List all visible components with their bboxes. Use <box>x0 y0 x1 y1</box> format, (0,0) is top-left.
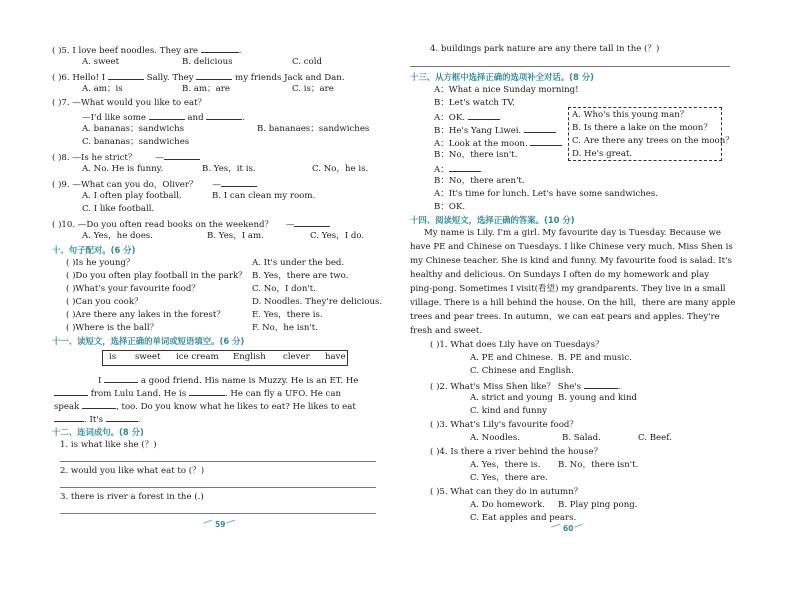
q5-option-b: B. delicious <box>182 57 233 67</box>
answer-line[interactable] <box>60 487 376 488</box>
q9-stem: ( )9. —What can you do，Oliver？ — <box>52 177 257 191</box>
answer-blank[interactable] <box>82 399 116 409</box>
passage-line: I a good friend. His name is Muzzy. He is an ET. He <box>98 373 358 387</box>
answer-blank[interactable] <box>449 162 481 172</box>
dialog-line: A：What a nice Sunday morning! <box>434 85 579 95</box>
section-12-title: 十二、连词成句。(8 分) <box>52 427 144 437</box>
reading-q1-stem: ( )1. What does Lily have on Tuesdays？ <box>430 340 604 350</box>
word-bank-item: ice cream <box>176 352 219 362</box>
answer-blank[interactable] <box>196 70 232 80</box>
reading-q1-option-c: C. Chinese and English. <box>470 366 574 376</box>
options-box <box>568 107 734 161</box>
answer-blank[interactable] <box>530 136 562 146</box>
q7-stem: ( )7. —What would you like to eat？ <box>52 98 207 108</box>
q7-option-b: B. bananaes；sandwiches <box>257 124 370 134</box>
answer-blank[interactable] <box>584 379 618 389</box>
answer-line[interactable] <box>60 461 376 462</box>
passage-line: healthy and delicious. On Sundays I often do my homework and play <box>410 270 710 280</box>
q7-option-a: A. bananas；sandwichs <box>82 124 185 134</box>
reading-q4-option-a: A. Yes，there is. <box>470 460 541 470</box>
reading-q5-option-c: C. Eat apples and pears. <box>470 513 577 523</box>
q9-option-a: A. I often play football. <box>82 191 182 201</box>
dialog-line: B：No，there isn't. <box>434 150 518 160</box>
match-answer: A. It's under the bed. <box>252 258 345 268</box>
q8-option-b: B. Yes，it is. <box>202 164 256 174</box>
right-page <box>410 40 750 540</box>
q5-stem: ( )5. I love beef noodles. They are . <box>52 43 242 57</box>
section-13-title: 十三、从方框中选择正确的选项补全对话。(8 分) <box>410 72 594 82</box>
option-item: D. He's great. <box>572 149 633 159</box>
option-item: A. Who's this young man？ <box>572 110 689 120</box>
answer-blank[interactable] <box>294 217 330 227</box>
passage-line: from Lulu Land. He is . He can fly a UFO. He can <box>54 386 341 400</box>
dialog-line: B：He's Yang Liwei. <box>434 123 556 137</box>
section-14-title: 十四、阅读短文，选择正确的答案。(10 分) <box>410 215 575 225</box>
reading-q4-option-c: C. Yes，there are. <box>470 473 548 483</box>
word-bank <box>102 350 348 366</box>
reading-q5-stem: ( )5. What can they do in autumn？ <box>430 487 583 497</box>
word-bank-item: is <box>109 352 117 362</box>
reading-q2-option-a: A. strict and young <box>470 393 553 403</box>
q8-stem: ( )8. —Is he strict？ — <box>52 150 200 164</box>
answer-blank[interactable] <box>54 412 84 422</box>
q7-line2: —I'd like some and . <box>82 110 245 124</box>
dialog-line: B：No，there aren't. <box>434 176 525 186</box>
match-question: ( )Is he young？ <box>66 258 135 268</box>
q8-option-c: C. No，he is. <box>312 164 369 174</box>
dialog-line: A：OK. <box>434 110 500 124</box>
passage-line: speak , too. Do you know what he likes to eat? He likes to eat <box>54 399 356 413</box>
reading-q2-stem: ( )2. What's Miss Shen like？ She's . <box>430 379 621 393</box>
q6-stem: ( )6. Hello! I Sally. They my friends Jack and Dan. <box>52 70 345 84</box>
answer-blank[interactable] <box>54 386 88 396</box>
page-number: 59 <box>202 520 238 529</box>
dialog-line: B：Let's watch TV. <box>434 98 515 108</box>
reading-q2-option-b: B. young and kind <box>558 393 637 403</box>
passage-line: My name is Lily. I'm a girl. My favourite day is Tuesday. Because we <box>424 228 721 238</box>
word-bank-item: clever <box>283 352 310 362</box>
word-bank-item: sweet <box>135 352 161 362</box>
reading-q5-option-b: B. Play ping pong. <box>558 500 638 510</box>
answer-blank[interactable] <box>189 386 225 396</box>
dialog-line: A：It's time for lunch. Let's have some sandwiches. <box>434 189 659 199</box>
answer-line[interactable] <box>60 513 376 514</box>
word-bank-item: have <box>325 352 346 362</box>
q5-option-c: C. cold <box>292 57 322 67</box>
reorder-item: 1. is what like she (？) <box>60 440 157 450</box>
match-question: ( )Where is the ball？ <box>66 323 159 333</box>
answer-blank[interactable] <box>104 373 138 383</box>
option-item: B. Is there a lake on the moon？ <box>572 123 712 133</box>
page-number: 60 <box>550 524 586 533</box>
match-question: ( )Are there any lakes in the forest？ <box>66 310 225 320</box>
answer-blank[interactable] <box>468 110 500 120</box>
match-answer: C. No，I don't. <box>252 284 316 294</box>
reading-q1-option-a: A. PE and Chinese. <box>470 353 554 363</box>
left-page <box>52 40 384 540</box>
dialog-line: A：Look at the moon. <box>434 136 562 150</box>
answer-blank[interactable] <box>149 110 185 120</box>
q7-option-c: C. bananas；sandwiches <box>82 137 190 147</box>
q9-option-c: C. I like football. <box>82 204 155 214</box>
answer-blank[interactable] <box>164 150 200 160</box>
reading-q5-option-a: A. Do homework. <box>470 500 545 510</box>
match-answer: E. Yes，there is. <box>252 310 323 320</box>
q10-option-a: A. Yes，he does. <box>82 231 153 241</box>
q6-option-b: B. am；are <box>182 84 230 94</box>
section-10-title: 十、句子配对。(6 分) <box>52 245 136 255</box>
reading-q2-option-c: C. kind and funny <box>470 406 547 416</box>
reading-q3-option-b: B. Salad. <box>562 433 601 443</box>
section-11-title: 十一、读短文，选择正确的单词或短语填空。(6 分) <box>52 336 245 346</box>
answer-blank[interactable] <box>106 412 138 422</box>
reading-q1-option-b: B. PE and music. <box>558 353 632 363</box>
answer-line[interactable] <box>410 66 730 67</box>
reorder-item: 3. there is river a forest in the (.) <box>60 492 204 502</box>
match-question: ( )Do you often play football in the park？ <box>66 271 247 281</box>
passage-line: have PE and Chinese on Tuesdays. I like Chinese very much. Miss Shen is <box>410 242 733 252</box>
answer-blank[interactable] <box>221 177 257 187</box>
match-answer: F. No，he isn't. <box>252 323 318 333</box>
q9-option-b: B. I can clean my room. <box>212 191 316 201</box>
match-question: ( )What's your favourite food？ <box>66 284 200 294</box>
q5-option-a: A. sweet <box>82 57 120 67</box>
reading-q3-option-c: C. Beef. <box>638 433 672 443</box>
q6-option-c: C. is；are <box>292 84 334 94</box>
q8-option-a: A. No. He is funny. <box>82 164 164 174</box>
answer-blank[interactable] <box>201 43 239 53</box>
passage-line: ping-pong. Sometimes I visit(看望) my grandparents. They live in a small <box>410 284 726 294</box>
dialog-line: A： <box>434 162 481 176</box>
answer-blank[interactable] <box>206 110 242 120</box>
answer-blank[interactable] <box>524 123 556 133</box>
reorder-item: 2. would you like what eat to (？) <box>60 466 205 476</box>
reorder-item: 4. buildings park nature are any there tall in the (？) <box>430 44 660 54</box>
passage-line: fresh and sweet. <box>410 326 483 336</box>
q10-stem: ( )10. —Do you often read books on the weekend？ — <box>52 217 330 231</box>
reading-q3-option-a: A. Noodles. <box>470 433 521 443</box>
passage-line: trees and pear trees. In autumn，we can eat pears and apples. They're <box>410 312 720 322</box>
reading-q4-stem: ( )4. Is there a river behind the house？ <box>430 447 603 457</box>
q6-option-a: A. am；is <box>82 84 123 94</box>
passage-line: village. There is a hill behind the house. On the hill，there are many apple <box>410 298 736 308</box>
reading-q4-option-b: B. No，there isn't. <box>558 460 639 470</box>
passage-line: my Chinese teacher. She is kind and funny. My favourite food is salad. It's <box>410 256 732 266</box>
reading-q3-stem: ( )3. What's Lily's favourite food？ <box>430 420 578 430</box>
passage-line: . It's . <box>54 412 141 426</box>
option-item: C. Are there any trees on the moon？ <box>572 136 734 146</box>
match-question: ( )Can you cook？ <box>66 297 143 307</box>
match-answer: D. Noodles. They're delicious. <box>252 297 383 307</box>
q10-option-c: C. Yes，I do. <box>310 231 365 241</box>
dialog-line: B：OK. <box>434 202 466 212</box>
answer-blank[interactable] <box>108 70 144 80</box>
q10-option-b: B. Yes，I am. <box>207 231 264 241</box>
match-answer: B. Yes，there are two. <box>252 271 349 281</box>
word-bank-item: English <box>233 352 266 362</box>
